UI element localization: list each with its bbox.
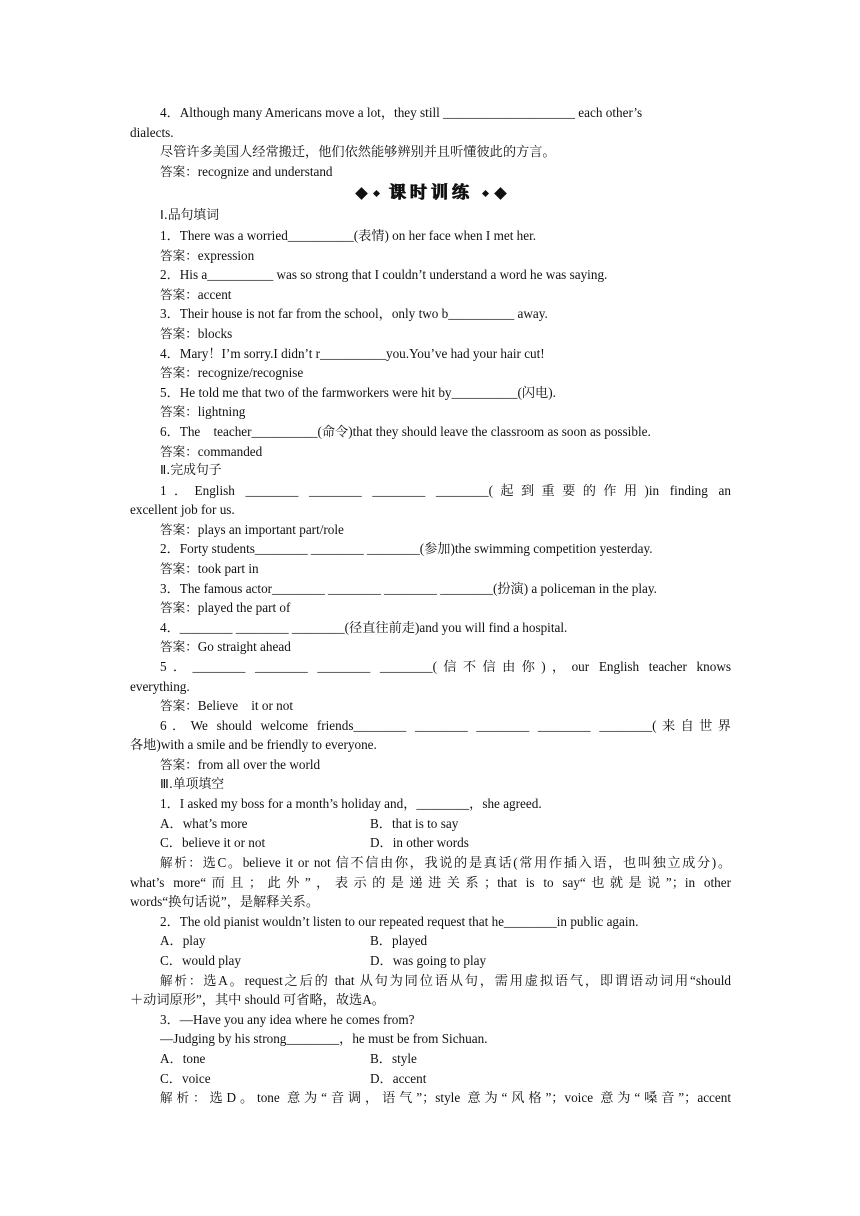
answer-line bbox=[130, 363, 731, 383]
section2-heading: Ⅱ.完成句子 bbox=[160, 463, 222, 479]
question-line: 5．________ ________ ________ ________(信不信由你)，our English teacher knows bbox=[160, 659, 731, 675]
answer-text: took part in bbox=[197, 561, 259, 577]
analysis-text: 选D。tone 意为“音调，语气”；style 意为“风格”；voice 意为“嗓音”；accent bbox=[209, 1090, 732, 1106]
section3-items bbox=[130, 794, 731, 1108]
analysis-text: words“换句话说”，是解释关系。 bbox=[130, 894, 320, 910]
analysis-line bbox=[130, 971, 731, 991]
answer-text: Believe it or not bbox=[197, 698, 294, 714]
answer-line bbox=[130, 559, 731, 579]
options-row bbox=[130, 833, 731, 853]
options-row bbox=[130, 951, 731, 971]
analysis-line bbox=[130, 892, 731, 912]
answer-label: 答案： bbox=[160, 698, 198, 714]
question-line: 1．There was a worried__________(表情) on her face when I met her. bbox=[160, 227, 537, 243]
question-line-cont: 各地)with a smile and be friendly to everyone. bbox=[130, 737, 377, 753]
diamond-icon bbox=[355, 187, 368, 200]
question-line: 4．Mary！I’m sorry.I didn’t r__________you.You’ve had your hair cut! bbox=[160, 345, 545, 361]
answer-label: 答案： bbox=[160, 404, 198, 420]
section3-heading: Ⅲ.单项填空 bbox=[160, 776, 225, 792]
answer-text: recognize/recognise bbox=[197, 365, 304, 381]
analysis-text: what’s more“而且；此外”，表示的是递进关系；that is to say“也就是说”；in other bbox=[130, 874, 731, 890]
analysis-text: ＋动词原形”，其中 should 可省略，故选A。 bbox=[130, 992, 385, 1008]
option: D．in other words bbox=[370, 835, 469, 851]
banner-title: 课时训练 bbox=[388, 182, 473, 203]
options-row bbox=[130, 1069, 731, 1089]
answer-label: 答案： bbox=[160, 521, 198, 537]
question-line: 1．English ________ ________ ________ ________(起到重要的作用)in finding an bbox=[160, 482, 731, 498]
option: A．tone bbox=[160, 1050, 206, 1066]
analysis-label: 解析： bbox=[160, 972, 204, 988]
question-line-cont: excellent job for us. bbox=[130, 502, 235, 518]
answer-text: commanded bbox=[197, 443, 263, 459]
question-line: —Judging by his strong________，he must be from Sichuan. bbox=[160, 1031, 488, 1047]
diamond-small-icon bbox=[372, 190, 379, 197]
intro-q4-translation: 尽管许多美国人经常搬迁，他们依然能够辨别并且听懂彼此的方言。 bbox=[160, 144, 556, 160]
question-line: 2．His a__________ was so strong that I couldn’t understand a word he was saying. bbox=[160, 267, 608, 283]
option: C．would play bbox=[160, 952, 241, 968]
section1-heading: Ⅰ.品句填词 bbox=[160, 208, 220, 224]
option: B．played bbox=[370, 933, 428, 949]
question-line: 6．The teacher__________(命令)that they should leave the classroom as soon as possible. bbox=[160, 423, 651, 439]
answer-line bbox=[130, 324, 731, 344]
option: B．style bbox=[370, 1050, 417, 1066]
answer-line bbox=[130, 246, 731, 266]
answer-label: 答案： bbox=[160, 600, 198, 616]
answer-text: from all over the world bbox=[197, 757, 321, 772]
answer-line bbox=[130, 520, 731, 540]
option: B．that is to say bbox=[370, 815, 459, 831]
question-line-cont: everything. bbox=[130, 678, 190, 694]
answer-line bbox=[130, 285, 731, 305]
document-page bbox=[130, 103, 731, 1108]
answer-line bbox=[130, 402, 731, 422]
answer-text: blocks bbox=[197, 325, 233, 341]
section1-items bbox=[130, 226, 731, 461]
answer-text: Go straight ahead bbox=[197, 639, 291, 655]
answer-label: 答案： bbox=[160, 639, 198, 655]
answer-text: accent bbox=[197, 286, 232, 302]
option: C．voice bbox=[160, 1070, 211, 1086]
question-line: 2．Forty students________ ________ ________(参加)the swimming competition yesterday. bbox=[160, 541, 653, 557]
diamond-icon bbox=[494, 187, 507, 200]
option: C．believe it or not bbox=[160, 835, 266, 851]
analysis-text: 选A。request之后的 that 从句为同位语从句，需用虚拟语气，即谓语动词用“should bbox=[203, 972, 731, 988]
answer-label: 答案： bbox=[160, 286, 198, 302]
answer-text: recognize and understand bbox=[197, 163, 333, 179]
answer-line bbox=[130, 598, 731, 618]
answer-label: 答案： bbox=[160, 325, 198, 341]
answer-text: plays an important part/role bbox=[197, 521, 344, 537]
analysis-line bbox=[130, 1088, 731, 1108]
answer-label: 答案： bbox=[160, 163, 198, 179]
option: D．accent bbox=[370, 1070, 427, 1086]
analysis-line bbox=[130, 873, 731, 893]
question-line: 3．—Have you any idea where he comes from? bbox=[160, 1011, 415, 1027]
answer-line bbox=[130, 442, 731, 462]
answer-label: 答案： bbox=[160, 365, 198, 381]
option: A．play bbox=[160, 933, 206, 949]
answer-line bbox=[130, 696, 731, 716]
answer-text: expression bbox=[197, 247, 255, 263]
intro-q4-line1: 4．Although many Americans move a lot，they still ____________________ each other’s bbox=[160, 105, 643, 120]
question-line: 5．He told me that two of the farmworkers were hit by__________(闪电). bbox=[160, 384, 556, 400]
option: A．what’s more bbox=[160, 815, 248, 831]
option: D．was going to play bbox=[370, 952, 487, 968]
question-line: 3．The famous actor________ ________ ________ ________(扮演) a policeman in the play. bbox=[160, 580, 657, 596]
question-line: 3．Their house is not far from the school，only two b__________ away. bbox=[160, 306, 548, 322]
section-banner bbox=[130, 182, 731, 204]
intro-q4-line2: dialects. bbox=[130, 124, 174, 140]
analysis-text: 选C。believe it or not 信不信由你，我说的是真话(常用作插入语，也叫独立成分)。 bbox=[202, 854, 732, 870]
question-line: 6．We should welcome friends________ ________ ________ ________ ________(来自世界 bbox=[160, 717, 731, 733]
section2-items bbox=[130, 481, 731, 775]
answer-label: 答案： bbox=[160, 561, 198, 577]
answer-line bbox=[130, 637, 731, 657]
options-row bbox=[130, 1049, 731, 1069]
question-line: 1．I asked my boss for a month’s holiday and，________，she agreed. bbox=[160, 796, 542, 812]
answer-label: 答案： bbox=[160, 757, 198, 772]
options-row bbox=[130, 814, 731, 834]
analysis-line bbox=[130, 990, 731, 1010]
analysis-label: 解析： bbox=[160, 854, 203, 870]
answer-text: played the part of bbox=[197, 600, 291, 616]
answer-line bbox=[130, 755, 731, 775]
answer-text: lightning bbox=[197, 404, 246, 420]
diamond-small-icon bbox=[481, 190, 488, 197]
intro-q4-answer bbox=[130, 162, 731, 182]
options-row bbox=[130, 931, 731, 951]
answer-label: 答案： bbox=[160, 443, 198, 459]
analysis-line bbox=[130, 853, 731, 873]
answer-label: 答案： bbox=[160, 247, 198, 263]
question-line: 2．The old pianist wouldn’t listen to our repeated request that he________in public again. bbox=[160, 913, 639, 929]
question-line: 4．________ ________ ________(径直往前走)and you will find a hospital. bbox=[160, 619, 568, 635]
analysis-label: 解析： bbox=[160, 1090, 210, 1106]
